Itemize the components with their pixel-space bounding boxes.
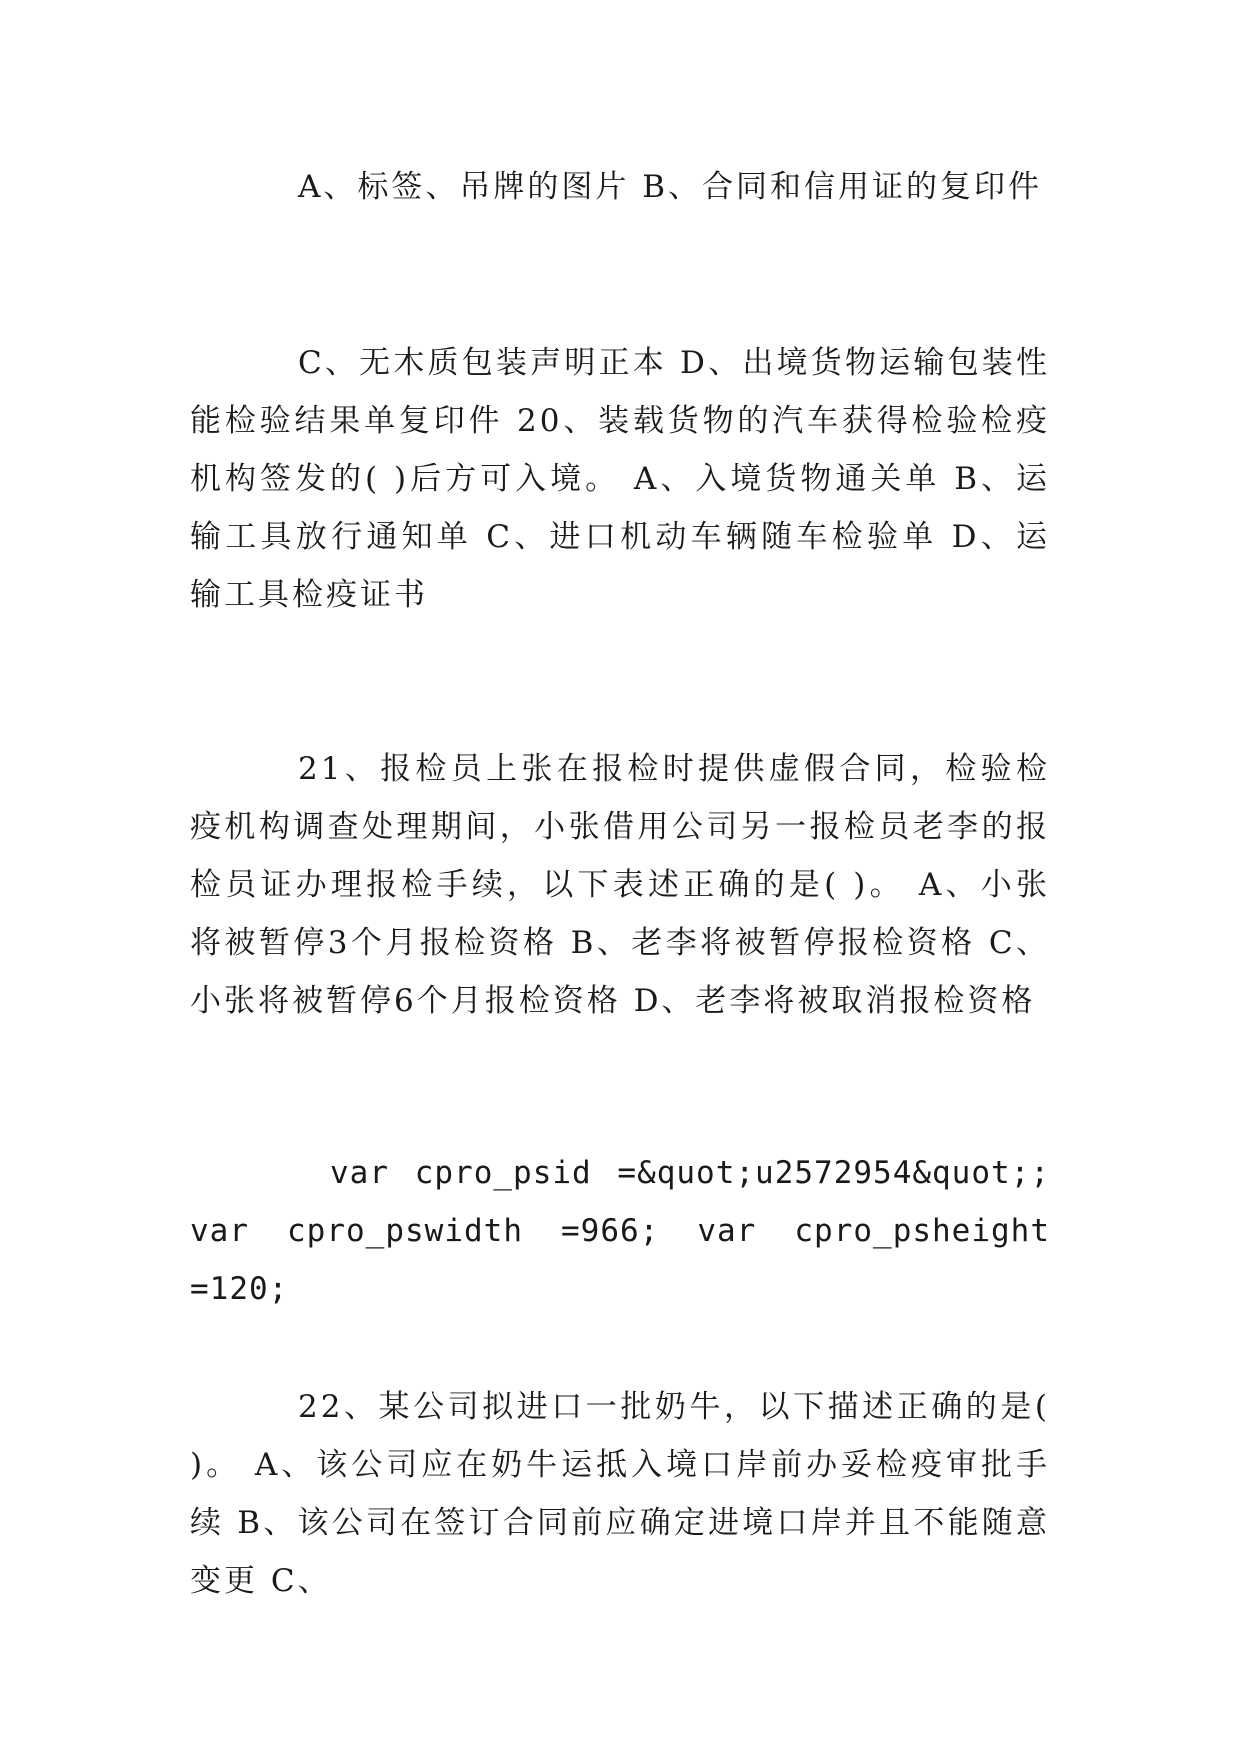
paragraph-question-21: 21、报检员上张在报检时提供虚假合同，检验检疫机构调查处理期间，小张借用公司另一报检员老李的报检员证办理报检手续，以下表述正确的是( )。 A、小张将被暂停3个月报检资格 B、老李将被暂停报检资格 C、小张将被暂停6个月报检资格 D、老李将被取消报检资格 xyxy=(190,751,1050,1019)
paragraph-question-20: C、无木质包装声明正本 D、出境货物运输包装性能检验结果单复印件 20、装载货物的汽车获得检验检疫机构签发的( )后方可入境。 A、入境货物通关单 B、运输工具放行通知单 C、进口机动车辆随车检验单 D、运输工具检疫证书 xyxy=(190,345,1050,613)
paragraph-script-code: var cpro_psid =&quot;u2572954&quot;; var cpro_pswidth =966; var cpro_psheight =120; xyxy=(190,1155,1050,1307)
paragraph-options-a-b: A、标签、吊牌的图片 B、合同和信用证的复印件 xyxy=(298,169,1043,205)
paragraph-question-22: 22、某公司拟进口一批奶牛，以下描述正确的是( )。 A、该公司应在奶牛运抵入境口岸前办妥检疫审批手续 B、该公司在签订合同前应确定进境口岸并且不能随意变更 C、 xyxy=(190,1389,1050,1599)
